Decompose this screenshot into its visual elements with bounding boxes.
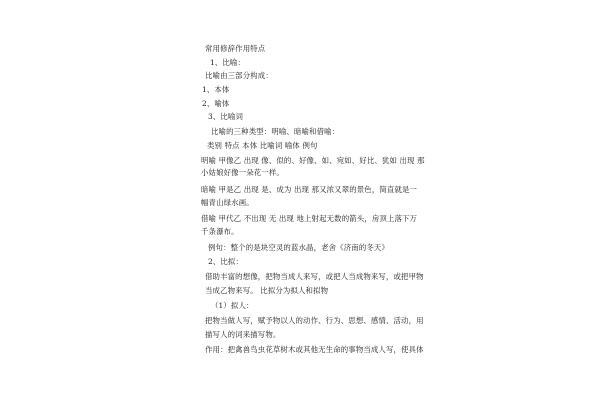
table-header-line: 类别 特点 本体 比喻词 喻体 例句 — [207, 141, 318, 150]
text-line: 1、比喻： — [210, 58, 246, 67]
table-row-line: 幅青山绿水画。 — [201, 198, 254, 207]
text-line: 当成乙物来写。 比拟分为拟人和拟物 — [205, 286, 329, 295]
table-row-line: 千条瀑布。 — [201, 227, 239, 236]
table-row-line: 明喻 甲像乙 出现 像、似的、好像、如、宛如、好比、犹如 出现 那 — [201, 156, 425, 165]
document-title: 常用修辞作用特点 — [205, 44, 266, 53]
table-row-line: 借喻 甲代乙 不出现 无 出现 地上射起无数的箭头，房顶上落下万 — [201, 214, 418, 223]
text-line: 1、本体 — [202, 85, 230, 94]
text-line: 作用：把禽兽鸟虫花草树木或其他无生命的事物当成人写，使具体 — [205, 345, 424, 354]
text-line: 2、比拟： — [208, 257, 244, 266]
text-line: 例句：整个的是块空灵的蓝水晶，老舍《济南的冬天》 — [208, 243, 389, 252]
table-row-line: 小姑娘好像一朵花一样。 — [201, 168, 284, 177]
text-line: 借助丰富的想像，把物当成人来写，或把人当成物来写，或把甲物 — [205, 272, 424, 281]
text-line: 比喻由三部分构成： — [205, 71, 273, 80]
text-line: （1）拟人： — [211, 301, 254, 310]
text-line: 把物当做人写，赋予物以人的动作、行为、思想、感情、活动，用 — [205, 316, 424, 325]
text-line: 2、喻体 — [202, 99, 230, 108]
text-line: 描写人的词来描写物。 — [205, 330, 281, 339]
text-line: 3、比喻词 — [208, 112, 244, 121]
text-line: 比喻的三种类型：明喻、暗喻和借喻： — [211, 127, 340, 136]
table-row-line: 暗喻 甲是乙 出现 是、成为 出现 那又浓又翠的景色，简直就是一 — [201, 185, 418, 194]
